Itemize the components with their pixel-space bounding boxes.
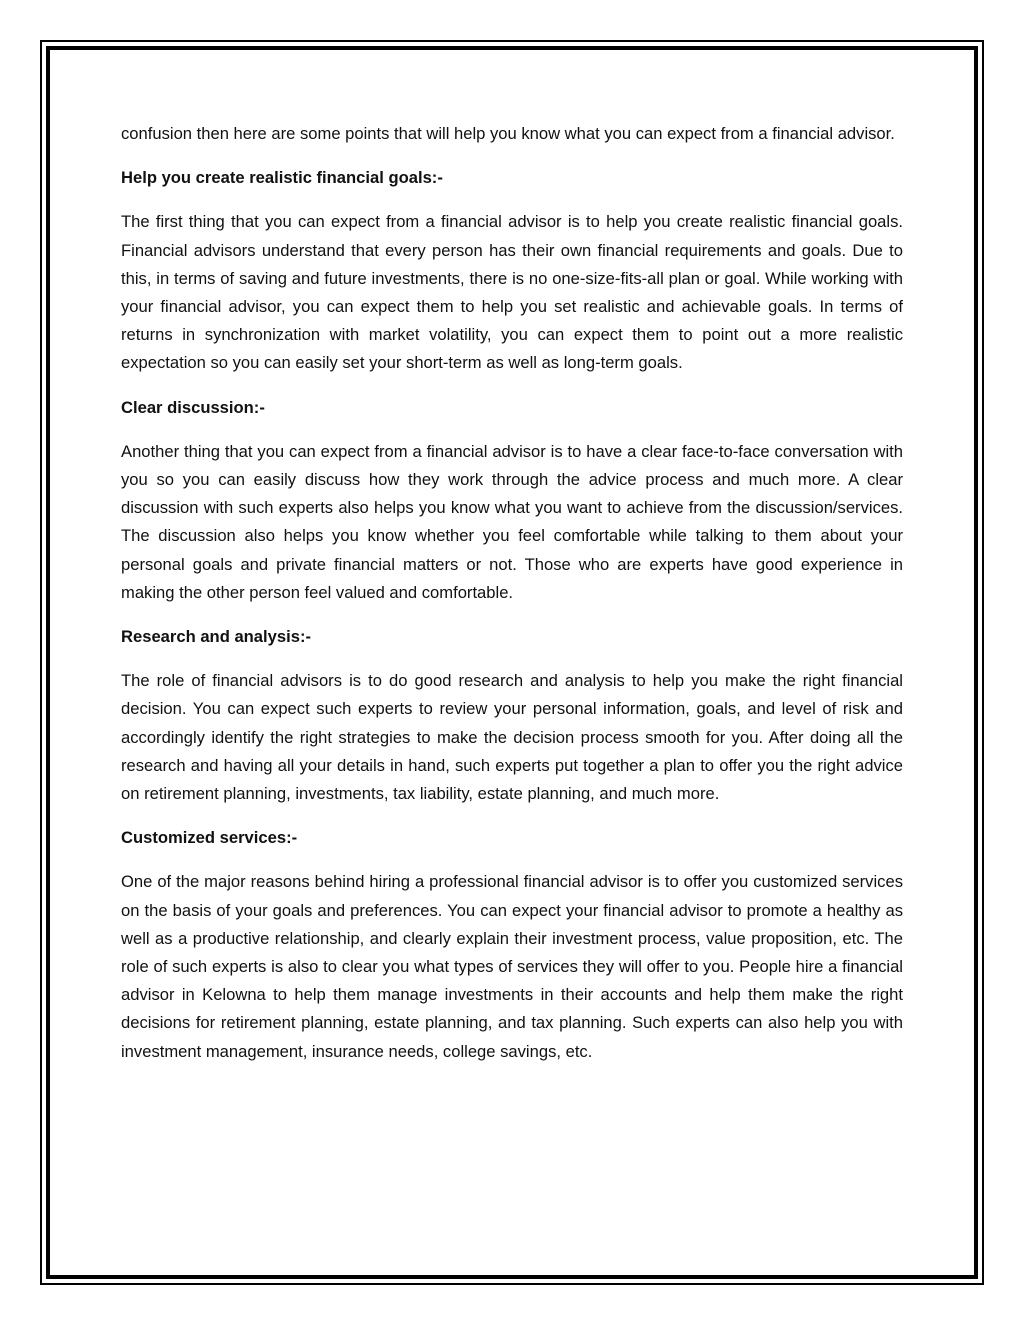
section-heading-discussion: Clear discussion:- xyxy=(121,397,265,417)
section-body-discussion: Another thing that you can expect from a financial advisor is to have a clear face-to-face conversation with you so you can easily discuss how they work through the advice process and much more. A clear discussion with such experts also helps you know what you want to achieve from the discussion/services. The discussion also helps you know whether you feel comfortable while talking to them about your personal goals and private financial matters or not. Those who are experts have good experience in making the other person feel valued and comfortable. xyxy=(121,441,903,602)
section-heading-research: Research and analysis:- xyxy=(121,627,311,647)
document-body xyxy=(121,120,903,1082)
section-body-customized: One of the major reasons behind hiring a professional financial advisor is to offer you customized services on the basis of your goals and preferences. You can expect your financial advisor to promote a healthy as well as a productive relationship, and clearly explain their investment process, value proposition, etc. The role of such experts is also to clear you what types of services they will offer to you. People hire a financial advisor in Kelowna to help them manage investments in their accounts and help them make the right decisions for retirement planning, estate planning, and tax planning. Such experts can also help you with investment management, insurance needs, college savings, etc. xyxy=(121,872,903,1061)
intro-paragraph: confusion then here are some points that will help you know what you can expect from a financial advisor. xyxy=(121,124,895,143)
section-body-goals: The first thing that you can expect from a financial advisor is to help you create realistic financial goals. Financial advisors understand that every person has their own financial requirements and goals. Due to this, in terms of saving and future investments, there is no one-size-fits-all plan or goal. While working with your financial advisor, you can expect them to help you set realistic and achievable goals. In terms of returns in synchronization with market volatility, you can expect them to point out a more realistic expectation so you can easily set your short-term as well as long-term goals. xyxy=(121,212,903,373)
section-body-research: The role of financial advisors is to do good research and analysis to help you make the right financial decision. You can expect such experts to review your personal information, goals, and level of risk and accordingly identify the right strategies to make the decision process smooth for you. After doing all the research and having all your details in hand, such experts put together a plan to offer you the right advice on retirement planning, investments, tax liability, estate planning, and much more. xyxy=(121,671,903,804)
section-heading-customized: Customized services:- xyxy=(121,828,298,848)
section-heading-goals: Help you create realistic financial goals:- xyxy=(121,168,443,188)
